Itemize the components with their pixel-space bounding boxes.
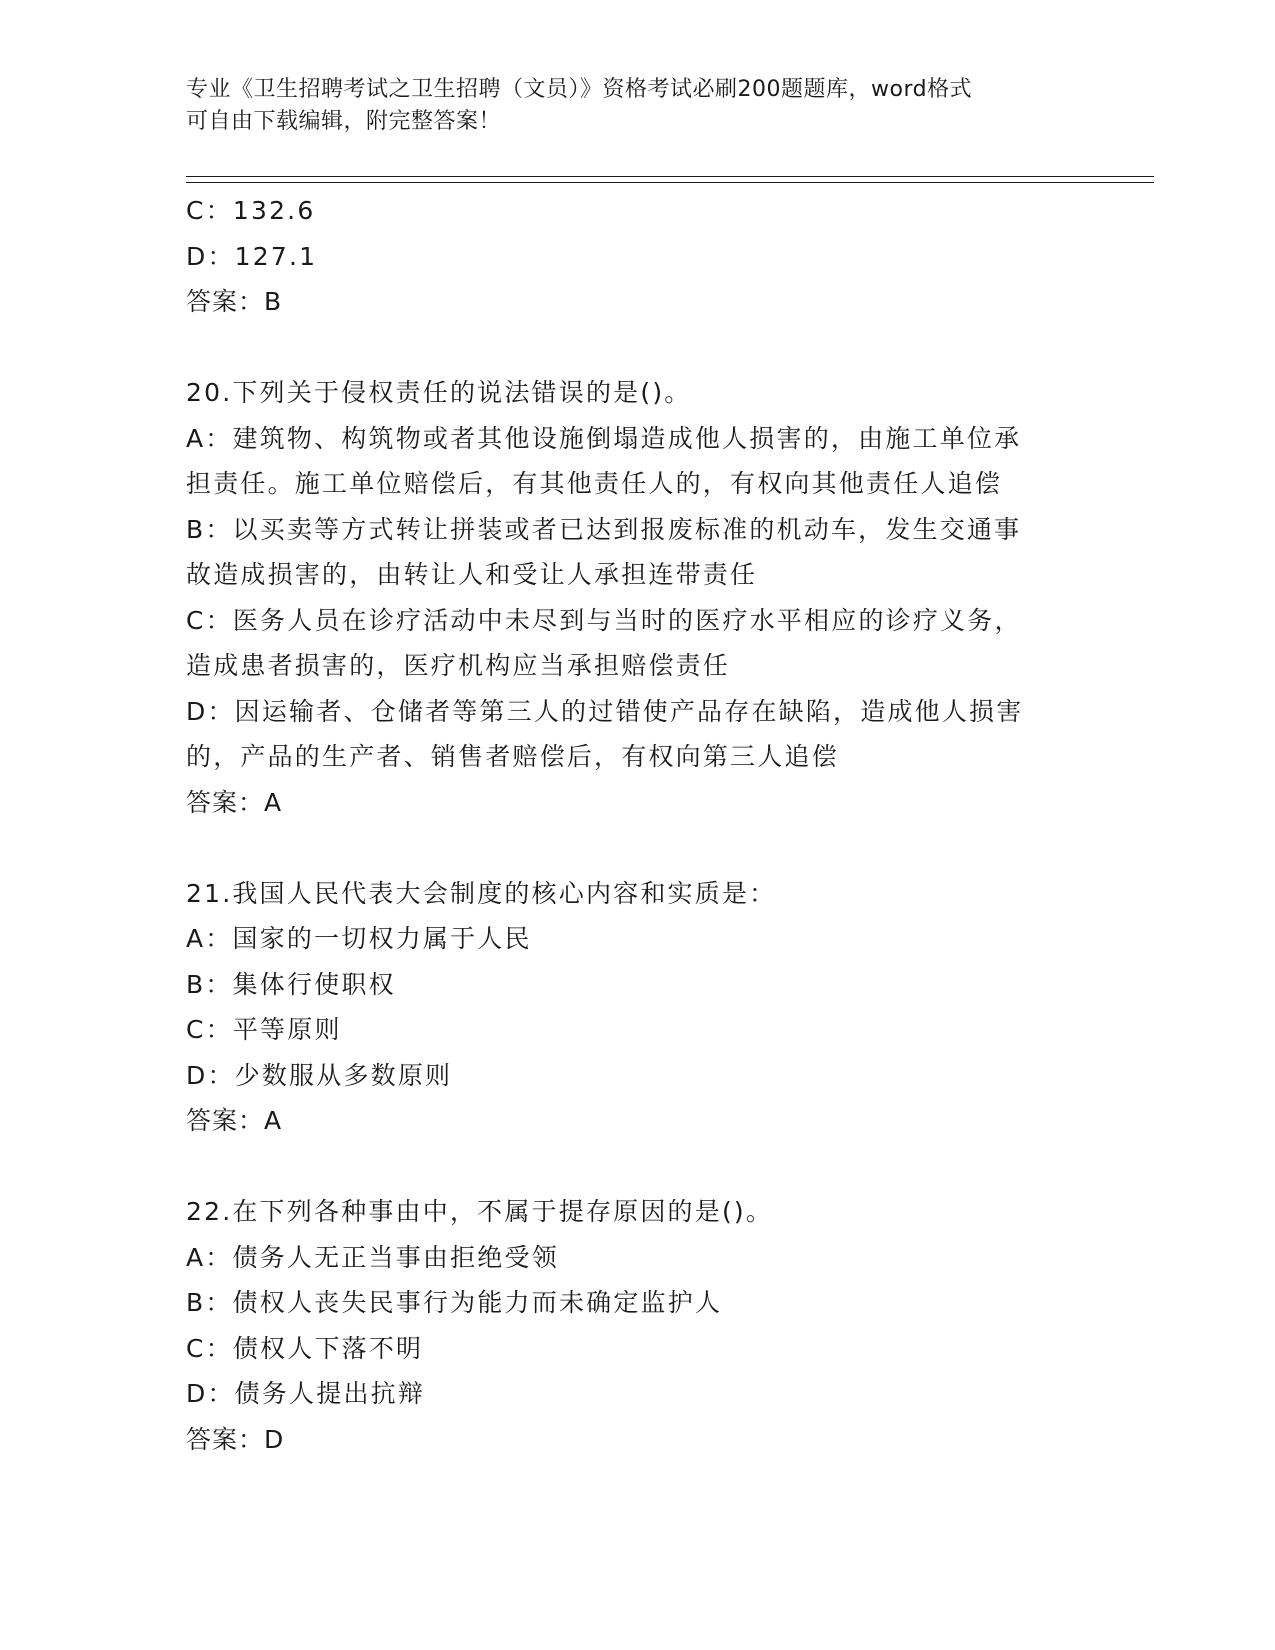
header-divider-top xyxy=(186,176,1154,177)
prev-option-d: D：127.1 xyxy=(186,241,318,271)
header-line-1: 专业《卫生招聘考试之卫生招聘（文员）》资格考试必刷200题题库，word格式 xyxy=(186,77,973,102)
prev-option-c: C：132.6 xyxy=(186,196,316,225)
spacer xyxy=(186,825,1086,871)
q20-answer: 答案：A xyxy=(186,787,283,817)
document-header xyxy=(186,74,1086,138)
q21-stem: 21.我国人民代表大会制度的核心内容和实质是： xyxy=(186,878,777,908)
q22-option-d: D：债务人提出抗辩 xyxy=(186,1379,426,1408)
q22-option-c: C：债权人下落不明 xyxy=(186,1333,424,1363)
q20-option-a-line2: 担责任。施工单位赔偿后，有其他责任人的，有权向其他责任人追偿 xyxy=(186,469,1003,498)
q20-option-c-line1: C：医务人员在诊疗活动中未尽到与当时的医疗水平相应的诊疗义务， xyxy=(186,605,1022,635)
prev-answer: 答案：B xyxy=(186,287,283,316)
q22-answer: 答案：D xyxy=(186,1424,285,1454)
q21-option-b: B：集体行使职权 xyxy=(186,969,396,999)
question-content xyxy=(186,188,1086,1462)
q21-answer: 答案：A xyxy=(186,1106,283,1135)
q22-stem: 22.在下列各种事由中，不属于提存原因的是()。 xyxy=(186,1197,774,1226)
q21-option-d: D：少数服从多数原则 xyxy=(186,1060,453,1090)
q20-stem: 20.下列关于侵权责任的说法错误的是()。 xyxy=(186,378,692,407)
spacer xyxy=(186,325,1086,371)
q22-option-a: A：债务人无正当事由拒绝受领 xyxy=(186,1242,559,1272)
q20-option-a-line1: A：建筑物、构筑物或者其他设施倒塌造成他人损害的，由施工单位承 xyxy=(186,423,1022,453)
q21-option-a: A：国家的一切权力属于人民 xyxy=(186,924,532,953)
header-divider-bottom xyxy=(186,182,1154,183)
q20-option-d-line1: D：因运输者、仓储者等第三人的过错使产品存在缺陷，造成他人损害 xyxy=(186,696,1024,726)
header-line-2: 可自由下载编辑，附完整答案！ xyxy=(186,109,502,134)
q22-option-b: B：债权人丧失民事行为能力而未确定监护人 xyxy=(186,1288,723,1317)
spacer xyxy=(186,1144,1086,1190)
q20-option-d-line2: 的，产品的生产者、销售者赔偿后，有权向第三人追偿 xyxy=(186,742,839,771)
q20-option-b-line2: 故造成损害的，由转让人和受让人承担连带责任 xyxy=(186,560,758,589)
q21-option-c: C：平等原则 xyxy=(186,1015,342,1044)
q20-option-b-line1: B：以买卖等方式转让拼装或者已达到报废标准的机动车，发生交通事 xyxy=(186,514,1022,544)
q20-option-c-line2: 造成患者损害的，医疗机构应当承担赔偿责任 xyxy=(186,651,731,680)
